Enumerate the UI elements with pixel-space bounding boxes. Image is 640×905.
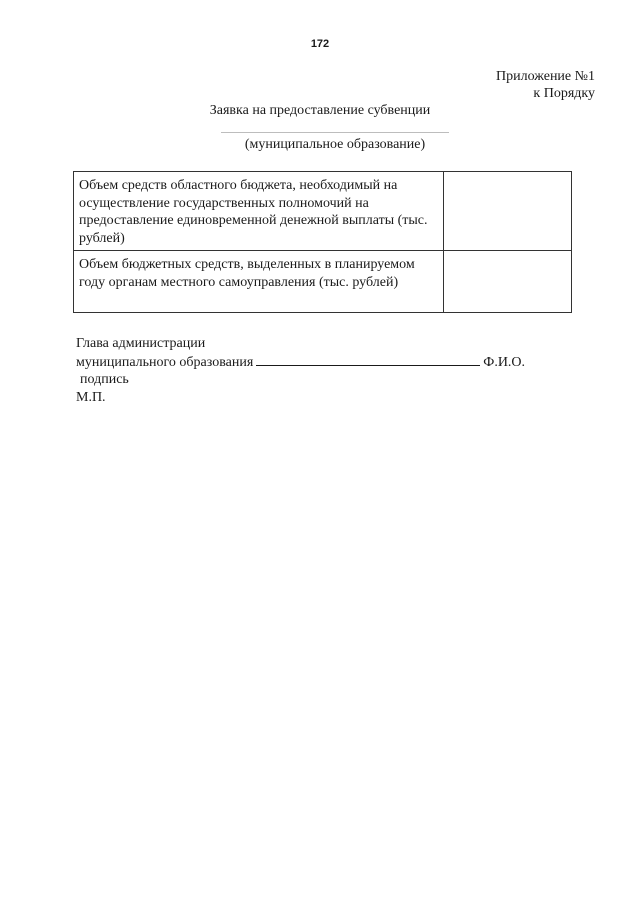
appendix-line-1: Приложение №1	[496, 69, 595, 84]
signature-block	[76, 335, 525, 406]
signature-line-1: Глава администрации	[76, 336, 206, 351]
table-row-value	[444, 172, 572, 251]
signature-blank-line	[256, 353, 480, 366]
municipality-blank-line	[221, 132, 449, 133]
appendix-reference	[496, 68, 595, 102]
page-number: 172	[310, 38, 330, 50]
municipality-caption: (муниципальное образование)	[244, 137, 426, 152]
signature-fio: Ф.И.О.	[483, 354, 526, 370]
stamp-mark: М.П.	[76, 389, 106, 405]
table-row-label: Объем средств областного бюджета, необходимый на осуществление государственных полномочий на предоставление единовременной денежной выплаты (тыс. рублей)	[74, 172, 444, 251]
signature-caption: подпись	[80, 372, 129, 387]
subvention-table	[73, 171, 572, 313]
signature-position: муниципального образования	[76, 354, 254, 370]
document-title: Заявка на предоставление субвенции	[209, 103, 431, 118]
table-row	[74, 251, 572, 313]
table-row-label: Объем бюджетных средств, выделенных в планируемом году органам местного самоуправления (тыс. рублей)	[74, 251, 444, 313]
table-row	[74, 172, 572, 251]
table-row-value	[444, 251, 572, 313]
appendix-line-2: к Порядку	[533, 86, 595, 101]
signature-line-2	[76, 353, 525, 372]
